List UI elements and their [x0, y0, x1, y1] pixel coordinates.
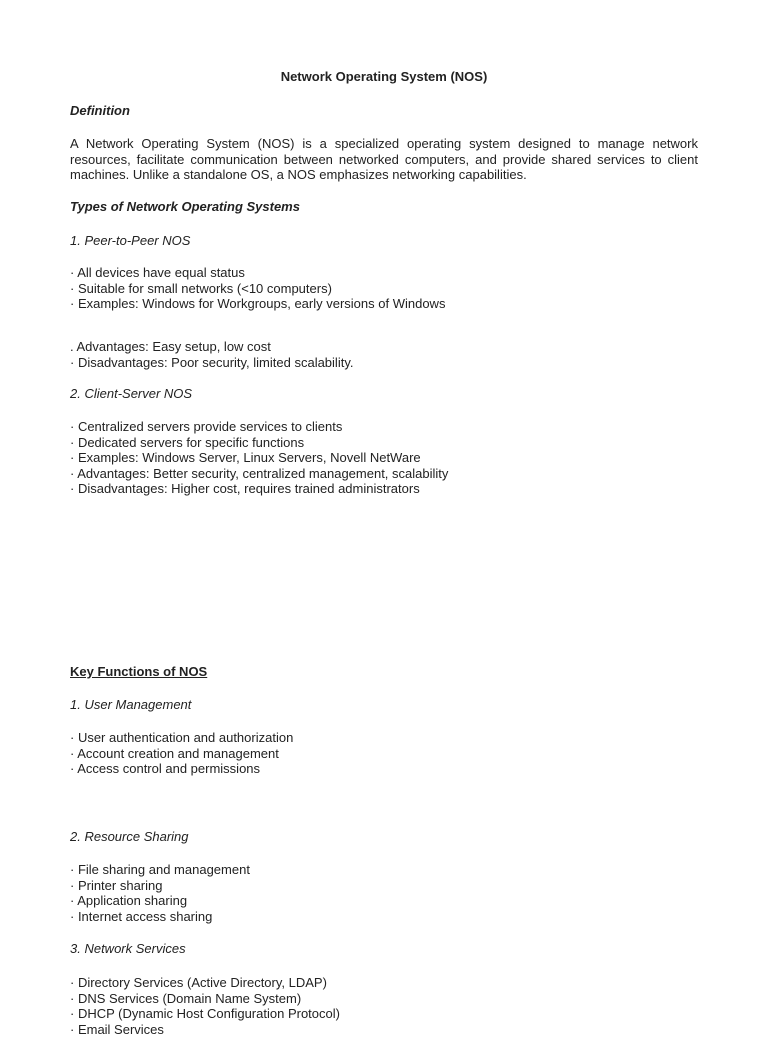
- document-title: Network Operating System (NOS): [280, 69, 488, 84]
- list-item: · Email Services: [70, 1021, 164, 1037]
- p2p-bullet-list: [70, 265, 698, 312]
- list-item: · User authentication and authorization: [70, 730, 294, 745]
- list-item: · Disadvantages: Higher cost, requires trained administrators: [70, 481, 420, 497]
- p2p-pros-cons-list: [70, 339, 698, 370]
- list-item: · Suitable for small networks (<10 computers): [70, 280, 332, 296]
- network-services-bullet-list: [70, 975, 698, 1037]
- definition-heading: Definition: [70, 103, 130, 118]
- definition-paragraph: A Network Operating System (NOS) is a specialized operating system designed to manage network resources, facilitate communication between networked computers, and provide shared services to client machines. Unlike a standalone OS, a NOS emphasizes networking capabilities.: [70, 136, 698, 183]
- resource-sharing-bullet-list: [70, 862, 698, 924]
- list-item: · Advantages: Better security, centralized management, scalability: [70, 465, 449, 481]
- client-server-heading: 2. Client-Server NOS: [70, 386, 193, 401]
- user-management-bullet-list: [70, 730, 698, 777]
- list-item: · Application sharing: [70, 893, 188, 909]
- list-item: · Examples: Windows for Workgroups, early versions of Windows: [70, 296, 446, 312]
- list-item: · Printer sharing: [70, 877, 163, 893]
- client-server-bullet-list: [70, 419, 698, 497]
- user-management-heading: 1. User Management: [70, 697, 192, 712]
- network-services-heading: 3. Network Services: [70, 941, 186, 956]
- list-item: . Advantages: Easy setup, low cost: [70, 339, 271, 354]
- list-item: · Centralized servers provide services to clients: [70, 419, 343, 434]
- list-item: · Internet access sharing: [70, 908, 213, 924]
- p2p-heading: 1. Peer-to-Peer NOS: [70, 233, 191, 248]
- list-item: · Access control and permissions: [70, 761, 261, 777]
- list-item: · Dedicated servers for specific functions: [70, 434, 305, 450]
- list-item: · Examples: Windows Server, Linux Servers, Novell NetWare: [70, 450, 421, 466]
- list-item: · DNS Services (Domain Name System): [70, 990, 302, 1006]
- list-item: · DHCP (Dynamic Host Configuration Protocol): [70, 1006, 340, 1022]
- list-item: · File sharing and management: [70, 862, 250, 877]
- types-heading: Types of Network Operating Systems: [70, 199, 300, 214]
- list-item: · Account creation and management: [70, 745, 279, 761]
- list-item: · Disadvantages: Poor security, limited scalability.: [70, 354, 354, 370]
- list-item: · Directory Services (Active Directory, LDAP): [70, 975, 327, 990]
- list-item: · All devices have equal status: [70, 265, 245, 280]
- functions-heading: Key Functions of NOS: [70, 664, 208, 679]
- resource-sharing-heading: 2. Resource Sharing: [70, 829, 189, 844]
